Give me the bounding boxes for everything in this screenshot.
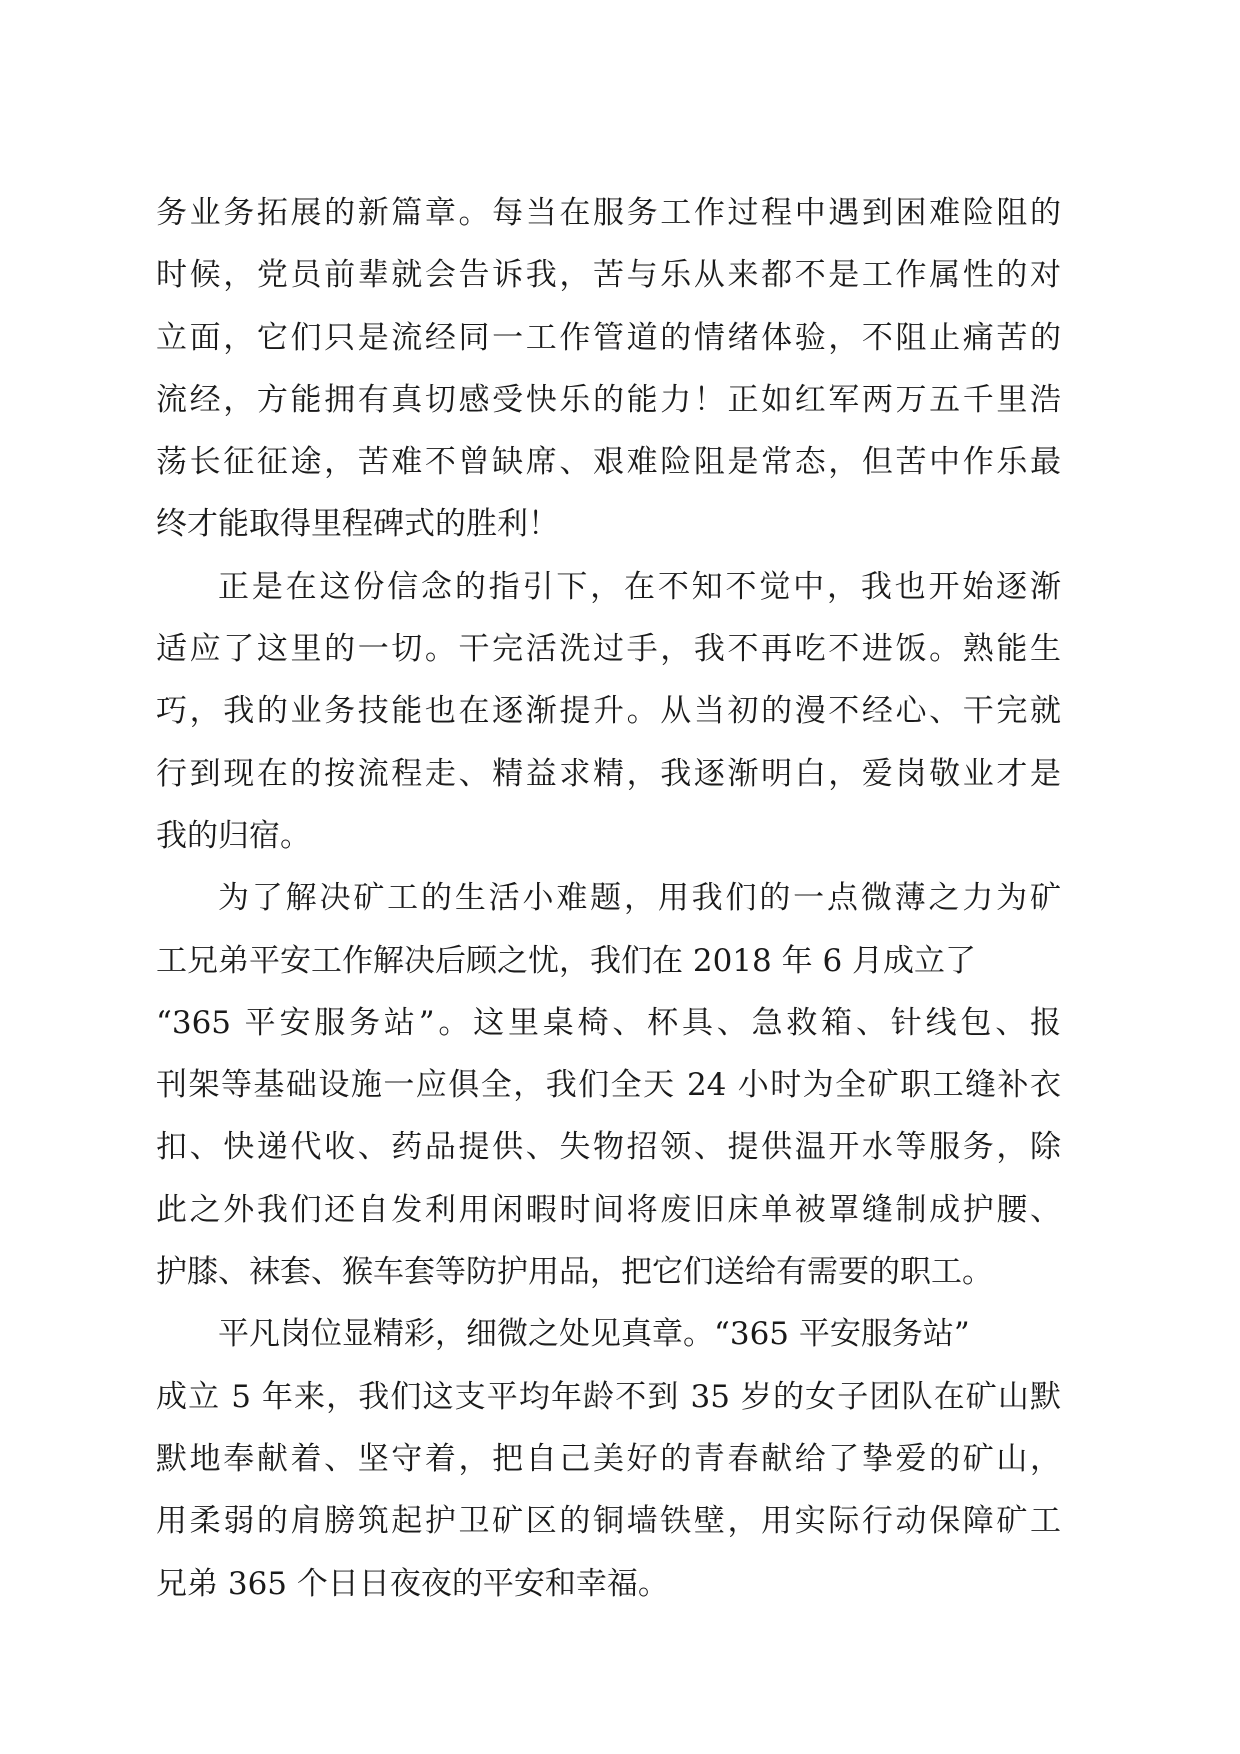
- text-line: 工兄弟平安工作解决后顾之忧，我们在 2018 年 6 月成立了: [156, 942, 977, 979]
- text-line: 默地奉献着、坚守着，把自己美好的青春献给了挚爱的矿山，: [156, 1440, 1061, 1477]
- paragraph-2: [156, 556, 1061, 867]
- text-line: 时候，党员前辈就会告诉我，苦与乐从来都不是工作属性的对: [156, 257, 1061, 294]
- paragraph-4: [156, 1303, 1061, 1614]
- paragraph-1: [156, 182, 1061, 556]
- text-line: 扣、快递代收、药品提供、失物招领、提供温开水等服务，除: [156, 1129, 1061, 1166]
- text-line: 用柔弱的肩膀筑起护卫矿区的铜墙铁壁，用实际行动保障矿工: [156, 1503, 1061, 1540]
- text-line: 终才能取得里程碑式的胜利！: [156, 506, 559, 543]
- text-line: 巧，我的业务技能也在逐渐提升。从当初的漫不经心、干完就: [156, 693, 1061, 730]
- text-line: 正是在这份信念的指引下，在不知不觉中，我也开始逐渐: [218, 568, 1061, 605]
- text-line: 护膝、袜套、猴车套等防护用品，把它们送给有需要的职工。: [156, 1254, 993, 1291]
- text-line: 行到现在的按流程走、精益求精，我逐渐明白，爱岗敬业才是: [156, 755, 1061, 792]
- text-line: 此之外我们还自发利用闲暇时间将废旧床单被罩缝制成护腰、: [156, 1191, 1061, 1228]
- text-line: 刊架等基础设施一应俱全，我们全天 24 小时为全矿职工缝补衣: [156, 1067, 1061, 1104]
- text-line: 成立 5 年来，我们这支平均年龄不到 35 岁的女子团队在矿山默: [156, 1378, 1061, 1415]
- text-line: “365 平安服务站”。这里桌椅、杯具、急救箱、针线包、报: [156, 1004, 1061, 1041]
- text-line: 流经，方能拥有真切感受快乐的能力！正如红军两万五千里浩: [156, 381, 1061, 418]
- text-line: 务业务拓展的新篇章。每当在服务工作过程中遇到困难险阻的: [156, 195, 1061, 231]
- text-line: 兄弟 365 个日日夜夜的平安和幸福。: [156, 1565, 669, 1602]
- text-line: 立面，它们只是流经同一工作管道的情绪体验，不阻止痛苦的: [156, 319, 1061, 356]
- text-line: 荡长征征途，苦难不曾缺席、艰难险阻是常态，但苦中作乐最: [156, 444, 1061, 481]
- text-line: 为了解决矿工的生活小难题，用我们的一点微薄之力为矿: [218, 880, 1061, 917]
- text-line: 适应了这里的一切。干完活洗过手，我不再吃不进饭。熟能生: [156, 631, 1061, 668]
- paragraph-3: [156, 867, 1061, 1303]
- document-body: [156, 182, 1061, 1615]
- text-line: 平凡岗位显精彩，细微之处见真章。“365 平安服务站”: [218, 1316, 970, 1353]
- text-line: 我的归宿。: [156, 817, 311, 854]
